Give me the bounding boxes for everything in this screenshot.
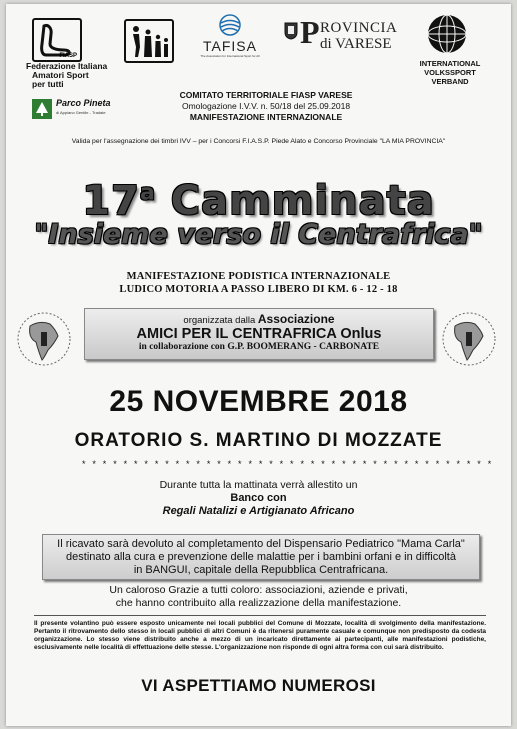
fiasp-logo	[32, 18, 82, 62]
pine-tree-icon	[32, 99, 52, 119]
ivv-logo	[427, 14, 467, 54]
parco-pineta-logo	[32, 98, 142, 120]
coat-of-arms-icon	[284, 22, 298, 40]
committee-block: COMITATO TERRITORIALE FIASP VARESE Omologazione I.V.V. n. 50/18 del 25.09.2018 MANIFESTAZIONE INTERNAZIONALE	[179, 90, 353, 122]
tafisa-wave-icon	[218, 14, 242, 36]
stars-divider: * * * * * * * * * * * * * * * * * * * * * * * * * * * * * * * * * * * * * * * *	[82, 459, 494, 469]
validity-note: Valida per l'assegnazione dei timbri IVV – per i Concorsi F.I.A.S.P. Piede Alato e Concorso Provinciale "LA MIA PROVINCIA"	[71, 138, 446, 145]
globe-icon	[427, 14, 467, 54]
africa-map-icon	[16, 310, 72, 368]
provincia-logo-line1: ROVINCIA	[320, 20, 398, 36]
africa-emblem-left	[16, 310, 72, 368]
tafisa-tagline: The Association for International Sport for All	[200, 54, 260, 58]
parco-logo-sub: di Appiano Gentile - Tradate	[56, 110, 106, 115]
fiasp-caption: Federazione Italiana Amatori Sport per tutti	[26, 61, 108, 89]
family-logo	[124, 19, 174, 63]
parco-logo-name: Parco Pineta	[56, 98, 111, 108]
closing-line: VI ASPETTIAMO NUMEROSI	[141, 676, 376, 695]
event-title: 17$^a$ Camminata	[82, 178, 435, 224]
organizer-name: AMICI PER IL CENTRAFRICA Onlus	[136, 326, 382, 342]
organizer-prefix-line: organizzata dalla Associazione	[183, 312, 335, 326]
tafisa-logo	[198, 14, 262, 62]
flyer-sheet	[6, 4, 511, 726]
event-place: ORATORIO S. MARTINO DI MOZZATE	[74, 430, 443, 451]
organizer-box	[84, 308, 434, 360]
market-block: Durante tutta la mattinata verrà allestito un Banco con Regali Natalizi e Artigianato Africano	[159, 479, 358, 517]
provincia-logo-p: P	[300, 14, 320, 50]
africa-map-icon	[441, 310, 497, 368]
event-type: MANIFESTAZIONE PODISTICA INTERNAZIONALE LUDICO MOTORIA A PASSO LIBERO DI KM. 6 - 12 - 18	[119, 271, 398, 295]
africa-emblem-right	[441, 310, 497, 368]
event-date: 25 NOVEMBRE 2018	[109, 385, 408, 418]
event-subtitle: "Insieme verso il Centrafrica"	[34, 219, 483, 250]
thanks-block: Un caloroso Grazie a tutti coloro: associazioni, aziende e privati, che hanno contribuito alla realizzazione della manifestazione.	[109, 584, 408, 609]
tafisa-logo-text: TAFISA	[203, 38, 257, 54]
fine-print: Il presente volantino può essere esposto unicamente nei locali pubblici del Comune di Mozzate, località di svolgimento della manifestazione. Pertanto il ritrovamento dello stesso in locali pubblici di altri Comuni è da ritenersi puramente casuale e comunque non predisposto da codesta organizzazione. Lo stesso viene distribuito anche a mezzo di un incaricato direttamente ai partecipanti, alle manifestazioni podistiche, esclusivamente nelle località di effettuazione delle stesse. L'organizzazione non risponde di ogni altra forma con cui sarà distribuito.	[34, 620, 486, 651]
proceeds-box: Il ricavato sarà devoluto al completamento del Dispensario Pediatrico "Mama Carla" destinato alla cura e prevenzione delle malattie per i bambini orfani e in difficoltà in BANGUI, capitale della Repubblica Centrafricana.	[42, 534, 480, 580]
fiasp-logo-text: FIASP	[59, 53, 77, 59]
family-walking-icon	[126, 21, 172, 61]
provincia-logo-line2: di VARESE	[320, 36, 392, 52]
provincia-varese-logo	[284, 14, 398, 54]
divider-line	[34, 615, 486, 616]
organizer-collab: in collaborazione con G.P. BOOMERANG - CARBONATE	[138, 342, 380, 352]
ivv-caption: INTERNATIONAL VOLKSSPORT VERBAND	[419, 59, 481, 86]
